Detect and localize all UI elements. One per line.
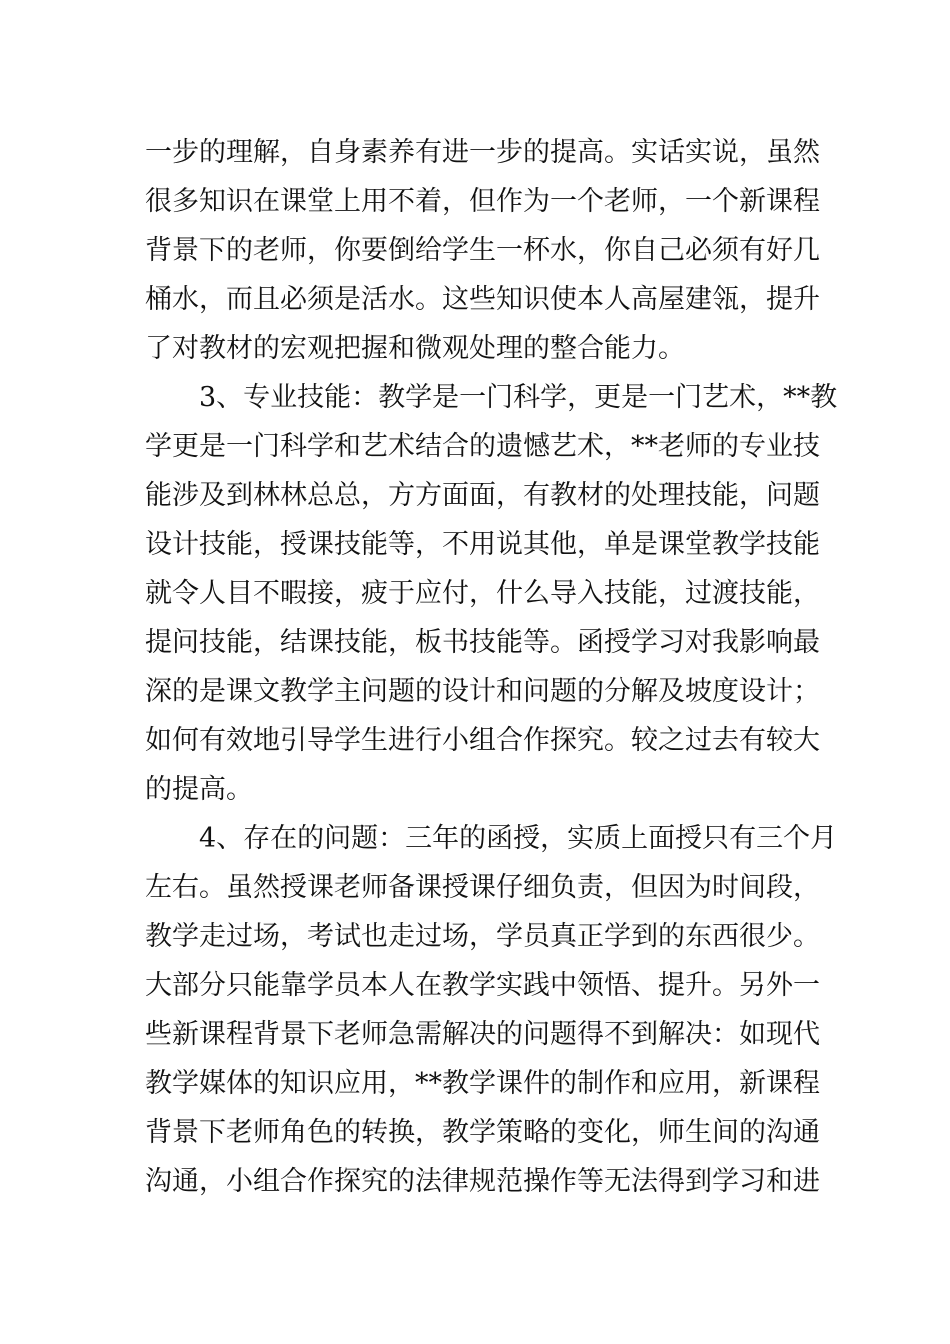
text-line: 的提高。	[145, 774, 253, 805]
document-body	[145, 128, 838, 1206]
text-line: 能涉及到林林总总，方方面面，有教材的处理技能，问题	[145, 480, 820, 511]
text-line: 教学走过场，考试也走过场，学员真正学到的东西很少。	[145, 921, 820, 952]
text-line: 4、存在的问题：三年的函授，实质上面授只有三个月	[199, 823, 838, 854]
text-line: 背景下的老师，你要倒给学生一杯水，你自己必须有好几	[145, 235, 820, 266]
text-line: 教学媒体的知识应用，**教学课件的制作和应用，新课程	[145, 1068, 820, 1099]
text-line: 设计技能，授课技能等，不用说其他，单是课堂教学技能	[145, 529, 820, 560]
text-line: 了对教材的宏观把握和微观处理的整合能力。	[145, 333, 685, 364]
text-line: 如何有效地引导学生进行小组合作探究。较之过去有较大	[145, 725, 820, 756]
text-line: 一步的理解，自身素养有进一步的提高。实话实说，虽然	[145, 137, 820, 168]
text-line: 学更是一门科学和艺术结合的遗憾艺术，**老师的专业技	[145, 431, 820, 462]
text-line: 深的是课文教学主问题的设计和问题的分解及坡度设计；	[145, 676, 820, 707]
text-line: 就令人目不暇接，疲于应付，什么导入技能，过渡技能，	[145, 578, 820, 609]
text-line: 桶水，而且必须是活水。这些知识使本人高屋建瓴，提升	[145, 284, 820, 315]
text-line: 大部分只能靠学员本人在教学实践中领悟、提升。另外一	[145, 970, 820, 1001]
text-line: 沟通，小组合作探究的法律规范操作等无法得到学习和进	[145, 1166, 820, 1197]
text-line: 很多知识在课堂上用不着，但作为一个老师，一个新课程	[145, 186, 820, 217]
text-line: 左右。虽然授课老师备课授课仔细负责，但因为时间段，	[145, 872, 820, 903]
text-line: 3、专业技能：教学是一门科学，更是一门艺术，**教	[199, 382, 838, 413]
text-line: 些新课程背景下老师急需解决的问题得不到解决：如现代	[145, 1019, 820, 1050]
text-line: 背景下老师角色的转换，教学策略的变化，师生间的沟通	[145, 1117, 820, 1148]
text-line: 提问技能，结课技能，板书技能等。函授学习对我影响最	[145, 627, 820, 658]
